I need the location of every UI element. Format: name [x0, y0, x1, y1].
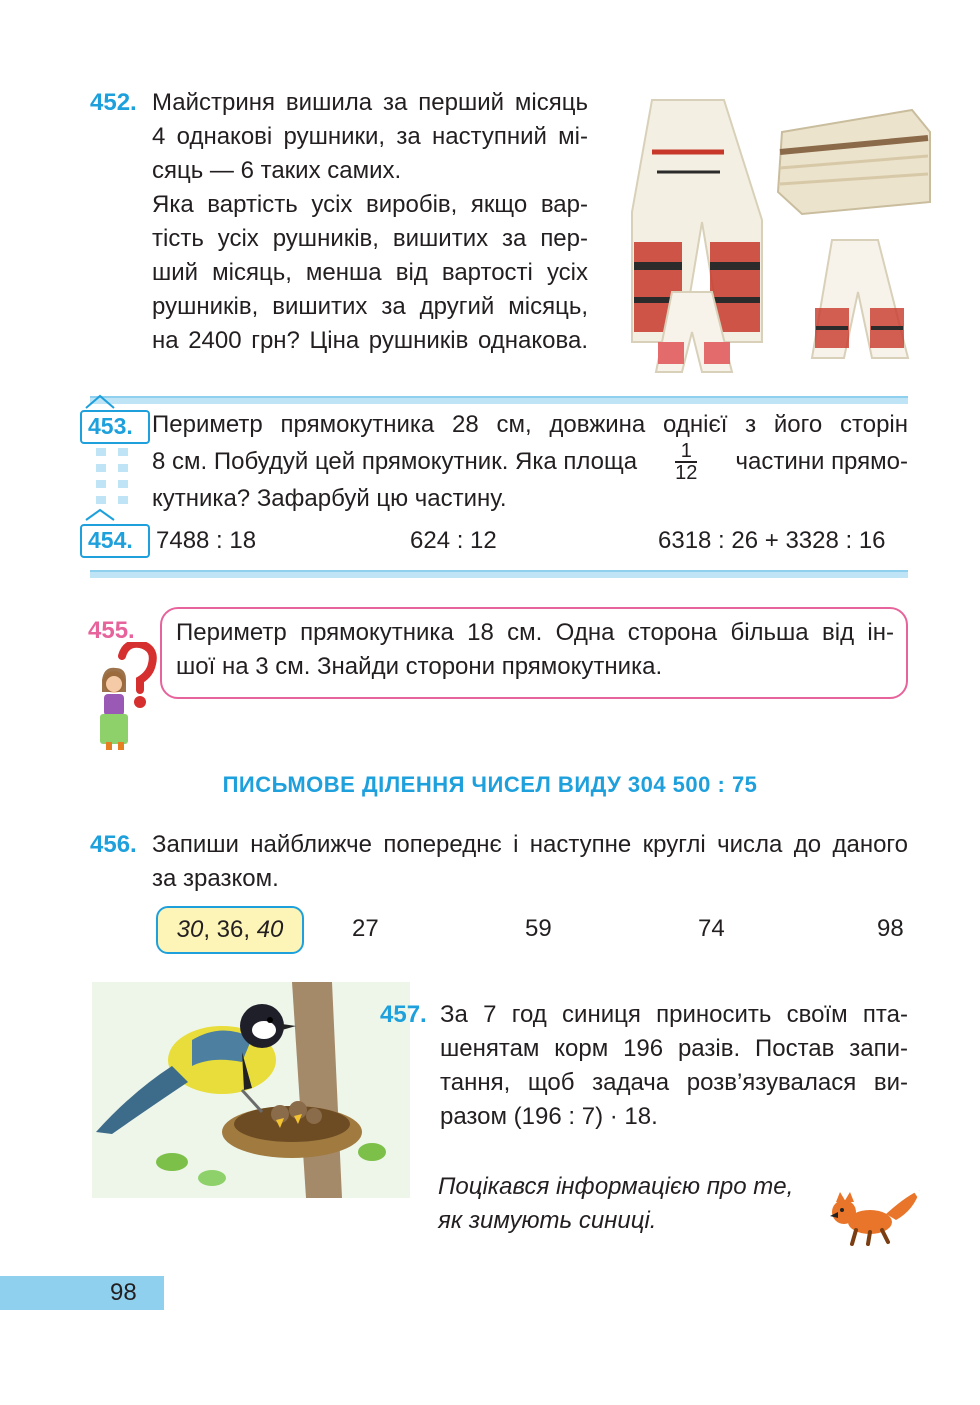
exercise-number: 457.	[380, 1001, 427, 1028]
exercise-number: 454.	[88, 527, 133, 553]
research-note	[438, 1170, 793, 1238]
fraction-denominator: 12	[675, 462, 698, 484]
page-number-bar	[0, 1276, 164, 1310]
text-fragment: частини прямо-	[735, 448, 908, 475]
expression: 6318 : 26 + 3328 : 16	[658, 527, 886, 554]
section-divider	[90, 396, 908, 404]
text-line: тання, щоб задача розв’язувалася ви-	[440, 1069, 908, 1096]
text-line: кутника? Зафарбуй цю частину.	[152, 485, 507, 512]
text-line: ший місяць, менша від вартості усіх	[152, 259, 588, 286]
text-line: Периметр прямокутника 28 см, довжина однієї з його сторін	[152, 411, 908, 438]
example-prev: 30	[176, 916, 204, 943]
number-item: 74	[698, 915, 725, 942]
text-line: 4 однакові рушники, за наступний мі-	[152, 123, 588, 150]
text-line: тість усіх рушників, вишитих за пер-	[152, 225, 588, 252]
text-line: на 2400 грн? Ціна рушників однакова.	[152, 327, 588, 354]
note-line: Поцікався інформацією про те,	[438, 1173, 794, 1200]
text-line: рушників, вишитих за другий місяць,	[152, 293, 588, 320]
girl-question-mark-icon	[92, 642, 164, 750]
exercise-number: 455.	[88, 617, 135, 644]
example-next: 40	[256, 916, 284, 943]
exercise-text	[176, 616, 894, 684]
embroidered-towels-illustration	[612, 92, 936, 374]
number-item: 59	[525, 915, 552, 942]
example-mid: , 36,	[203, 916, 257, 943]
expression: 7488 : 18	[156, 527, 257, 554]
fraction	[675, 441, 697, 483]
exercise-number-box	[80, 524, 150, 558]
text-line: За 7 год синиця приносить своїм пта-	[440, 1001, 908, 1028]
exercise-number: 452.	[90, 89, 137, 116]
exercise-number-box	[80, 410, 150, 444]
example-box	[156, 906, 304, 954]
note-line: як зимують синиці.	[438, 1207, 657, 1234]
section-title: ПИСЬМОВЕ ДІЛЕННЯ ЧИСЕЛ ВИДУ 304 500 : 75	[222, 772, 758, 797]
text-line: Майстриня вишила за перший місяць	[152, 89, 588, 116]
number-item: 27	[352, 915, 379, 942]
text-line	[152, 442, 908, 482]
text-line: сяць — 6 таких самих.	[152, 157, 402, 184]
text-line: Яка вартість усіх виробів, якщо вар-	[152, 191, 588, 218]
fox-icon	[826, 1186, 922, 1248]
exercise-number: 453.	[88, 413, 133, 439]
text-line: Периметр прямокутника 18 см. Одна сторона більша від ін-	[176, 619, 894, 646]
exercise-text	[152, 828, 908, 896]
text-line: за зразком.	[152, 865, 279, 892]
text-line: разом (196 : 7) · 18.	[440, 1103, 658, 1130]
text-line: шенятам корм 196 разів. Постав запи-	[440, 1035, 908, 1062]
exercise-text	[440, 998, 908, 1134]
exercise-text	[152, 86, 588, 358]
fraction-numerator: 1	[675, 441, 697, 463]
page-number: 98	[110, 1279, 137, 1306]
text-line: Запиши найближче попереднє і наступне круглі числа до даного	[152, 831, 908, 858]
number-item: 98	[877, 915, 904, 942]
exercise-number: 456.	[90, 831, 137, 858]
expression: 624 : 12	[410, 527, 497, 554]
exercise-text	[152, 408, 908, 516]
section-divider	[90, 570, 908, 578]
text-fragment: 8 см. Побудуй цей прямокутник. Яка площа	[152, 448, 638, 475]
text-line: шої на 3 см. Знайди сторони прямокутника.	[176, 653, 663, 680]
titmouse-nest-illustration	[92, 982, 410, 1198]
